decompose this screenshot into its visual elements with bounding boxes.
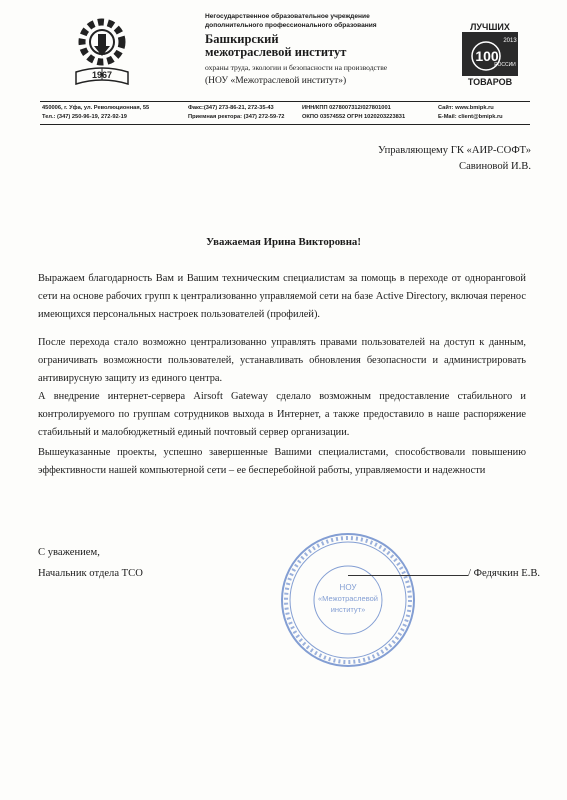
req-phone: Тел.: (347) 250-96-19, 272-92-19	[42, 114, 127, 120]
org-name-line2: межотраслевой институт	[205, 45, 347, 59]
org-subtitle: охраны труда, экологии и безопасности на производстве	[205, 63, 388, 72]
org-type-line1: Негосударственное образовательное учреждение	[205, 13, 370, 20]
header-rule-bottom	[40, 124, 530, 125]
req-fax: Факс:(347) 273-86-21, 272-35-43	[188, 105, 274, 111]
gear-book-icon	[72, 12, 132, 92]
badge-center: 100	[475, 48, 499, 64]
badge-top-text: ЛУЧШИХ	[470, 22, 510, 32]
badge-year: 2013	[503, 38, 517, 44]
req-email[interactable]: E-Mail: client@bmipk.ru	[438, 114, 503, 120]
req-site[interactable]: Сайт: www.bmipk.ru	[438, 105, 494, 111]
paragraph-4: Вышеуказанные проекты, успешно завершенные Вашими специалистами, способствовали повышению эффективности нашей компьютерной сети – ее бесперебойной работы, управляемости и надежности	[38, 447, 526, 477]
closing-regards: С уважением,	[38, 547, 100, 558]
closing-position: Начальник отдела ТСО	[38, 568, 143, 579]
stamp-line1: НОУ	[339, 583, 357, 592]
badge-bottom-text: ТОВАРОВ	[467, 77, 513, 87]
req-okpo: ОКПО 03574552 ОГРН 1020203223831	[302, 114, 406, 120]
paragraph-3: А внедрение интернет-сервера Airsoft Gateway сделало возможным предоставление стабильного и контролируемого по группам сотрудников выхода в Интернет, а также предоставило в наше распоряжение стабильный и малобюджетный единый почтовый сервер организации.	[38, 391, 526, 439]
best-100-goods-badge	[456, 20, 524, 88]
badge-russia: РОССИИ	[494, 62, 516, 68]
paragraph-2: После перехода стало возможно централизованно управлять правами пользователей на доступ к данным, ограничивать возможности пользователей, устанавливать обновления безопасности и администрировать антивирусную защиту из единого центра.	[38, 337, 526, 385]
round-seal-stamp	[278, 530, 418, 670]
stamp-line3: институт»	[330, 605, 366, 614]
org-name-line1: Башкирский	[205, 32, 279, 46]
paragraph-1: Выражаем благодарность Вам и Вашим техническим специалистам за помощь в переходе от одноранговой сети на основе рабочих групп к централизованно управляемой сети на базе Active Directory, включая перенос имеющихся персональных настроек пользователей (профилей).	[38, 273, 526, 321]
req-reception: Приемная ректора: (347) 272-59-72	[188, 114, 285, 120]
addressee-line2: Савиновой И.В.	[459, 161, 531, 172]
header-rule-top	[40, 101, 530, 102]
stamp-line2: «Межотраслевой	[318, 594, 378, 603]
signature-line	[348, 575, 468, 576]
logo-year: 1967	[91, 70, 113, 80]
req-inn: ИНН/КПП 0278007312/027801001	[302, 105, 391, 111]
closing-signatory: / Федячкин Е.В.	[468, 568, 541, 579]
org-type-line2: дополнительного профессионального образования	[205, 22, 377, 29]
addressee-line1: Управляющему ГК «АИР-СОФТ»	[378, 145, 531, 156]
org-short-name: (НОУ «Межотраслевой институт»)	[205, 76, 347, 86]
salutation: Уважаемая Ирина Викторовна!	[206, 236, 361, 248]
req-address: 450006, г. Уфа, ул. Революционная, 55	[42, 105, 150, 111]
